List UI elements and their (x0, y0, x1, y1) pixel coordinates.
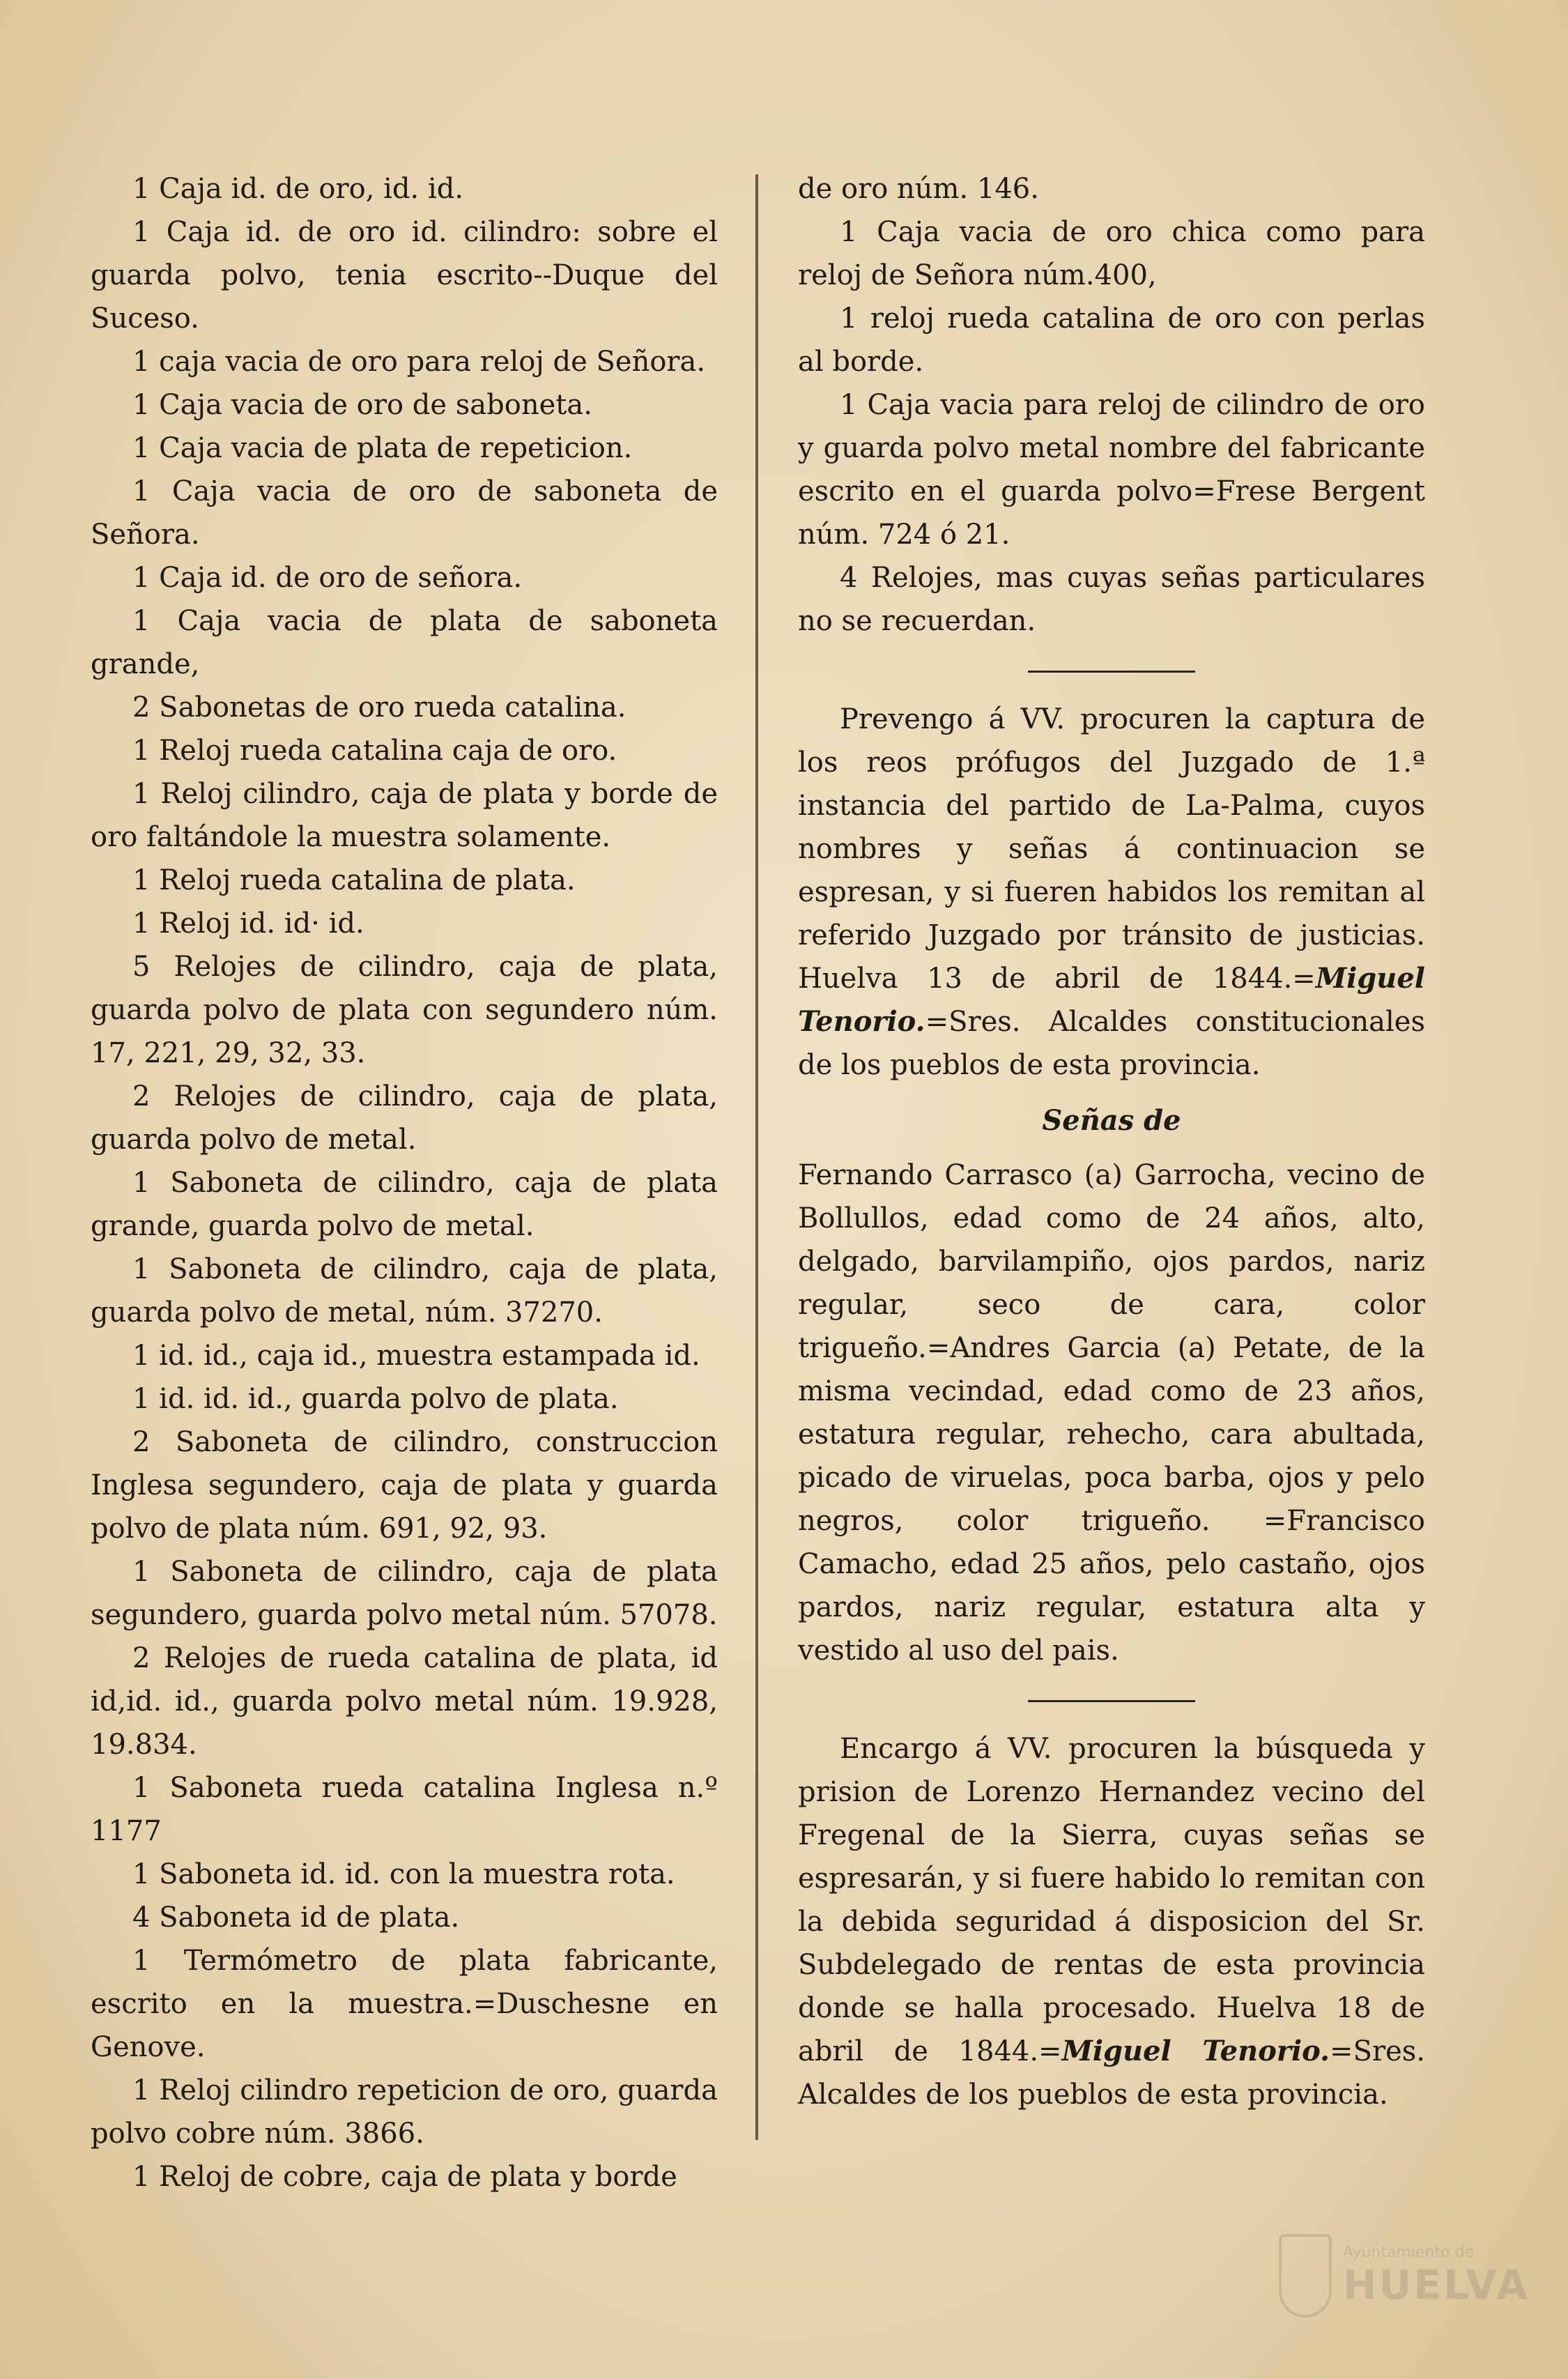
section-divider (1028, 671, 1195, 673)
column-divider (755, 174, 758, 2140)
list-item: 1 Saboneta de cilindro, caja de plata grande, guarda polvo de metal. (91, 1167, 718, 1242)
list-item: 2 Saboneta de cilindro, construccion Inglesa segundero, caja de plata y guarda polvo de plata núm. 691, 92, 93. (91, 1426, 718, 1545)
coat-of-arms-icon (1279, 2234, 1332, 2318)
watermark-big: HUELVA (1342, 2261, 1530, 2309)
list-item: 1 Saboneta id. id. con la muestra rota. (132, 1858, 675, 1890)
watermark (1279, 2231, 1530, 2321)
section-heading: Señas de (1042, 1104, 1181, 1137)
list-item: 1 Caja id. de oro de señora. (132, 562, 523, 594)
list-item: 1 id. id. id., guarda polvo de plata. (132, 1383, 619, 1415)
list-item: 1 Saboneta de cilindro, caja de plata, guarda polvo de metal, núm. 37270. (91, 1253, 718, 1329)
list-item: 1 Reloj cilindro, caja de plata y borde de oro faltándole la muestra solamente. (91, 778, 718, 853)
signature: Miguel Tenorio. (798, 962, 1425, 1038)
list-item: 2 Relojes de cilindro, caja de plata, guarda polvo de metal. (91, 1080, 718, 1156)
list-item: 1 Reloj de cobre, caja de plata y borde (132, 2161, 677, 2193)
notice-text: Prevengo á VV. procuren la captura de los reos prófugos del Juzgado de 1.ª instancia del partido de La-Palma, cuyos nombres y señas á continuacion se espresan, y si fueren habidos los remitan al referido Juzgado por tránsito de justicias. Huelva 13 de abril de 1844.= (798, 703, 1425, 995)
left-column (91, 167, 718, 2198)
list-item: 2 Relojes de rueda catalina de plata, id id,id. id., guarda polvo metal núm. 19.928, 19.834. (91, 1642, 718, 1761)
list-item: 1 id. id., caja id., muestra estampada id. (132, 1340, 700, 1372)
list-item: 5 Relojes de cilindro, caja de plata, guarda polvo de plata con segundero núm. 17, 221, 29, 32, 33. (91, 951, 718, 1069)
watermark-small: Ayuntamiento de (1342, 2243, 1475, 2261)
description-paragraph: Fernando Carrasco (a) Garrocha, vecino de Bollullos, edad como de 24 años, alto, delgado, barvilampiño, ojos pardos, nariz regular, seco de cara, color trigueño.=Andres Garcia (a) Petate, de la misma vecindad, edad como de 23 años, estatura regular, rehecho, cara abultada, picado de viruelas, poca barba, ojos y pelo negros, color trigueño. =Francisco Camacho, edad 25 años, pelo castaño, ojos pardos, nariz regular, estatura alta y vestido al uso del pais. (798, 1159, 1425, 1667)
notice-closing: =Sres. Alcaldes constitucionales de los pueblos de esta provincia. (798, 1006, 1425, 1081)
list-item: 2 Sabonetas de oro rueda catalina. (132, 691, 627, 724)
section-divider (1028, 1700, 1195, 1702)
list-item: 1 Caja vacia de plata de saboneta grande, (91, 605, 718, 680)
list-item: 1 Caja vacia de oro de saboneta de Señora. (91, 475, 718, 551)
list-item: 1 Caja id. de oro, id. id. (132, 173, 464, 205)
list-item: 1 caja vacia de oro para reloj de Señora. (132, 346, 706, 378)
notice-paragraph (798, 1727, 1425, 2116)
signature: Miguel Tenorio. (1061, 2035, 1330, 2067)
list-item: 1 Caja vacia para reloj de cilindro de oro y guarda polvo metal nombre del fabricante escrito en el guarda polvo=Frese Bergent núm. 724 ó 21. (798, 389, 1425, 551)
watermark-text (1343, 2244, 1530, 2309)
list-item: 1 reloj rueda catalina de oro con perlas al borde. (798, 303, 1425, 378)
list-item: 1 Saboneta rueda catalina Inglesa n.º 1177 (91, 1772, 718, 1847)
list-item: 1 Reloj rueda catalina caja de oro. (132, 735, 617, 767)
list-item: 1 Reloj rueda catalina de plata. (132, 864, 576, 896)
list-item: 1 Caja id. de oro id. cilindro: sobre el guarda polvo, tenia escrito--Duque del Suceso. (91, 216, 718, 335)
list-item: 1 Reloj cilindro repeticion de oro, guarda polvo cobre núm. 3866. (91, 2074, 718, 2150)
notice-closing: =Sres. Alcaldes de los pueblos de esta provincia. (798, 2035, 1425, 2111)
list-item: de oro núm. 146. (798, 173, 1039, 205)
list-item: 1 Termómetro de plata fabricante, escrito en la muestra.=Duschesne en Genove. (91, 1945, 718, 2063)
right-column (798, 167, 1425, 2116)
list-item: 1 Caja vacia de oro chica como para reloj de Señora núm.400, (798, 216, 1425, 291)
list-item: 4 Saboneta id de plata. (132, 1902, 460, 1934)
list-item: 1 Reloj id. id· id. (132, 908, 364, 940)
notice-text: Encargo á VV. procuren la búsqueda y prision de Lorenzo Hernandez vecino del Fregenal de la Sierra, cuyas señas se espresarán, y si fuere habido lo remitan con la debida seguridad á disposicion del Sr. Subdelegado de rentas de esta provincia donde se halla procesado. Huelva 18 de abril de 1844.= (798, 1733, 1425, 2067)
list-item: 1 Caja vacia de plata de repeticion. (132, 432, 633, 464)
list-item: 1 Saboneta de cilindro, caja de plata segundero, guarda polvo metal núm. 57078. (91, 1556, 718, 1631)
list-item: 4 Relojes, mas cuyas señas particulares no se recuerdan. (798, 562, 1425, 637)
list-item: 1 Caja vacia de oro de saboneta. (132, 389, 592, 421)
notice-paragraph (798, 698, 1425, 1087)
